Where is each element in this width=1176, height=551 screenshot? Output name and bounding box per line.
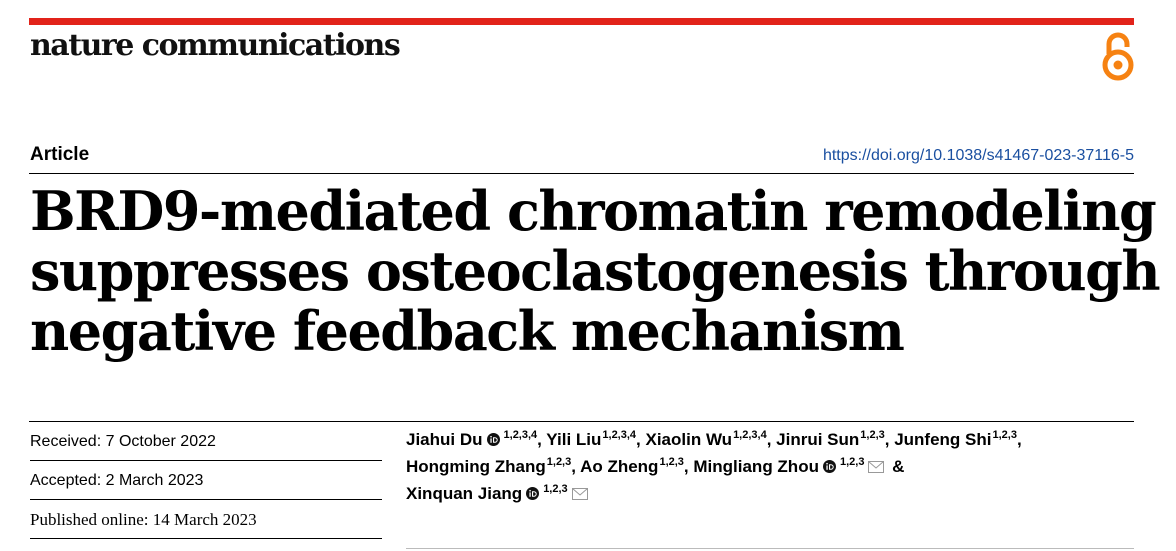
- separator: ,: [636, 430, 646, 449]
- author-list: [406, 426, 1136, 507]
- author[interactable]: [894, 430, 1017, 449]
- orcid-icon[interactable]: [487, 433, 500, 446]
- affiliation-superscript: 1,2,3: [839, 456, 865, 468]
- accepted-date: Accepted: 2 March 2023: [30, 461, 382, 500]
- author-name[interactable]: Ao Zheng: [580, 457, 659, 476]
- article-type-label: Article: [30, 144, 90, 165]
- title-line: negative feedback mechanism: [30, 299, 904, 363]
- author[interactable]: [406, 430, 537, 449]
- author-name[interactable]: Hongming Zhang: [406, 457, 546, 476]
- title-line: suppresses osteoclastogenesis through: [30, 239, 1160, 303]
- separator: ,: [1016, 430, 1022, 449]
- separator: ,: [884, 430, 895, 449]
- author-name[interactable]: Junfeng Shi: [894, 430, 992, 449]
- affiliation-superscript: 1,2,3: [543, 483, 568, 495]
- author-name[interactable]: Jinrui Sun: [776, 430, 860, 449]
- affiliation-superscript: 1,2,3: [860, 429, 885, 441]
- affiliation-superscript: 1,2,3,4: [733, 429, 767, 441]
- affiliation-superscript: 1,2,3,4: [602, 429, 637, 441]
- journal-name[interactable]: nature communications: [30, 28, 400, 63]
- title-line: BRD9-mediated chromatin remodeling: [30, 179, 1156, 243]
- author[interactable]: [546, 430, 636, 449]
- author-name[interactable]: Yili Liu: [546, 430, 602, 449]
- author[interactable]: [645, 430, 766, 449]
- separator: &: [887, 457, 905, 476]
- author-name[interactable]: Xinquan Jiang: [406, 484, 523, 503]
- author[interactable]: [580, 457, 684, 476]
- author[interactable]: [693, 457, 887, 476]
- author[interactable]: [776, 430, 885, 449]
- article-title: [30, 179, 1160, 363]
- journal-accent-bar: [29, 18, 1134, 25]
- author-name[interactable]: Mingliang Zhou: [693, 457, 819, 476]
- doi-link[interactable]: https://doi.org/10.1038/s41467-023-37116-5: [822, 147, 1134, 164]
- separator: ,: [766, 430, 777, 449]
- affiliation-superscript: 1,2,3: [992, 429, 1017, 441]
- separator: ,: [537, 430, 547, 449]
- orcid-icon[interactable]: [526, 487, 539, 500]
- affiliation-superscript: 1,2,3,4: [503, 429, 538, 441]
- orcid-icon[interactable]: [823, 460, 836, 473]
- mail-icon[interactable]: [572, 488, 588, 500]
- published-date: Published online: 14 March 2023: [30, 500, 382, 539]
- publication-dates: [30, 422, 382, 539]
- separator: ,: [683, 457, 694, 476]
- separator: ,: [571, 457, 581, 476]
- author-name[interactable]: Jiahui Du: [406, 430, 483, 449]
- divider: [29, 173, 1134, 174]
- affiliation-superscript: 1,2,3: [546, 456, 572, 468]
- author[interactable]: [406, 484, 591, 503]
- author[interactable]: [406, 457, 571, 476]
- affiliation-superscript: 1,2,3: [659, 456, 684, 468]
- author-name[interactable]: Xiaolin Wu: [645, 430, 733, 449]
- mail-icon[interactable]: [868, 461, 884, 473]
- divider: [406, 548, 1134, 549]
- received-date: Received: 7 October 2022: [30, 422, 382, 461]
- open-access-lock-icon: [1100, 30, 1136, 82]
